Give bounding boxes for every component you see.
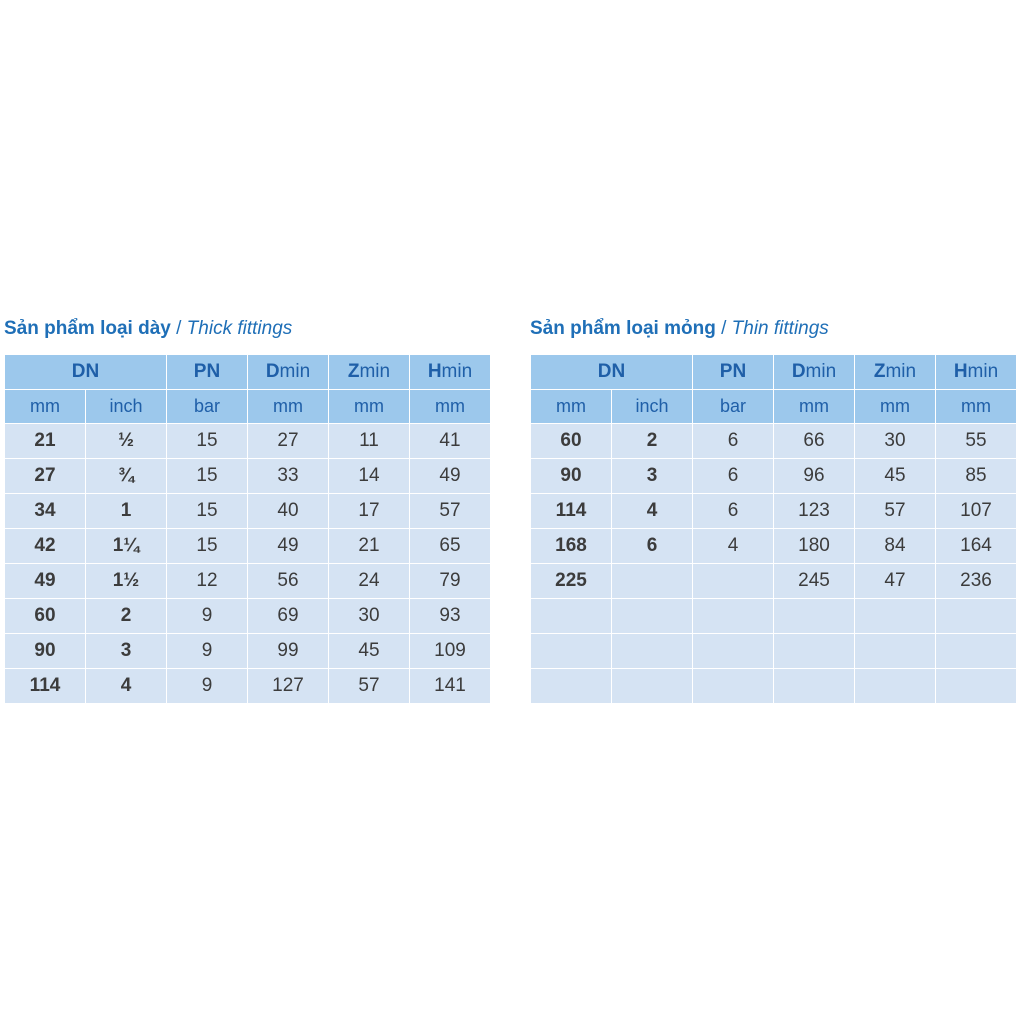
dmin-cell: 49 bbox=[248, 529, 329, 564]
pn-cell: 6 bbox=[693, 459, 774, 494]
inch-cell bbox=[612, 599, 693, 634]
zmin-cell: 30 bbox=[855, 424, 936, 459]
dmin-cell: 99 bbox=[248, 634, 329, 669]
thin-title-vietnamese: Sản phẩm loại mỏng bbox=[530, 318, 716, 339]
zmin-cell: 45 bbox=[329, 634, 410, 669]
zmin-cell: 17 bbox=[329, 494, 410, 529]
zmin-cell: 57 bbox=[329, 669, 410, 704]
dmin-header: Dmin bbox=[248, 355, 329, 390]
inch-cell: 1½ bbox=[86, 564, 167, 599]
hmin-cell: 109 bbox=[410, 634, 491, 669]
zmin-cell: 47 bbox=[855, 564, 936, 599]
hmin-cell: 79 bbox=[410, 564, 491, 599]
mm-cell: 225 bbox=[531, 564, 612, 599]
inch-cell: 3 bbox=[612, 459, 693, 494]
dmin-cell: 245 bbox=[774, 564, 855, 599]
hmin-cell: 49 bbox=[410, 459, 491, 494]
inch-cell: 4 bbox=[86, 669, 167, 704]
inch-cell: 2 bbox=[612, 424, 693, 459]
table-row bbox=[531, 669, 1017, 704]
table-row bbox=[531, 459, 1017, 494]
thick-title-english: Thick fittings bbox=[186, 318, 293, 339]
zmin-cell: 21 bbox=[329, 529, 410, 564]
mm-cell: 60 bbox=[5, 599, 86, 634]
unit-row bbox=[5, 390, 491, 424]
table-row bbox=[531, 424, 1017, 459]
inch-cell: 4 bbox=[612, 494, 693, 529]
zmin-header: Zmin bbox=[855, 355, 936, 390]
dmin-cell bbox=[774, 599, 855, 634]
unit-cell: mm bbox=[5, 390, 86, 424]
dn-header: DN bbox=[5, 355, 167, 390]
pn-cell bbox=[693, 564, 774, 599]
hmin-cell: 236 bbox=[936, 564, 1017, 599]
dmin-cell: 56 bbox=[248, 564, 329, 599]
dmin-cell bbox=[774, 669, 855, 704]
pn-cell: 15 bbox=[167, 529, 248, 564]
inch-cell: 6 bbox=[612, 529, 693, 564]
mm-cell bbox=[531, 669, 612, 704]
unit-cell: mm bbox=[936, 390, 1017, 424]
dmin-cell: 123 bbox=[774, 494, 855, 529]
pn-cell: 15 bbox=[167, 459, 248, 494]
unit-cell: mm bbox=[531, 390, 612, 424]
thick-fittings-title bbox=[4, 314, 491, 344]
zmin-cell bbox=[855, 669, 936, 704]
table-row bbox=[531, 634, 1017, 669]
inch-cell: ¾ bbox=[86, 459, 167, 494]
hmin-header: Hmin bbox=[410, 355, 491, 390]
unit-cell: inch bbox=[86, 390, 167, 424]
mm-cell: 114 bbox=[5, 669, 86, 704]
zmin-header: Zmin bbox=[329, 355, 410, 390]
thin-title-english: Thin fittings bbox=[731, 318, 829, 339]
hmin-header: Hmin bbox=[936, 355, 1017, 390]
thick-fittings-section bbox=[4, 314, 491, 704]
dmin-cell bbox=[774, 634, 855, 669]
mm-cell: 168 bbox=[531, 529, 612, 564]
dmin-cell: 180 bbox=[774, 529, 855, 564]
dn-header: DN bbox=[531, 355, 693, 390]
pn-cell: 9 bbox=[167, 599, 248, 634]
pn-cell: 9 bbox=[167, 634, 248, 669]
pn-header: PN bbox=[167, 355, 248, 390]
dmin-header: Dmin bbox=[774, 355, 855, 390]
zmin-cell: 11 bbox=[329, 424, 410, 459]
inch-cell: 1¼ bbox=[86, 529, 167, 564]
hmin-cell: 85 bbox=[936, 459, 1017, 494]
zmin-cell bbox=[855, 634, 936, 669]
mm-cell: 42 bbox=[5, 529, 86, 564]
mm-cell: 34 bbox=[5, 494, 86, 529]
pn-cell bbox=[693, 599, 774, 634]
pn-cell: 6 bbox=[693, 424, 774, 459]
unit-row bbox=[531, 390, 1017, 424]
thin-fittings-title bbox=[530, 314, 1017, 344]
pn-cell: 6 bbox=[693, 494, 774, 529]
dmin-cell: 66 bbox=[774, 424, 855, 459]
table-row bbox=[531, 494, 1017, 529]
unit-cell: mm bbox=[329, 390, 410, 424]
unit-cell: mm bbox=[410, 390, 491, 424]
mm-cell bbox=[531, 599, 612, 634]
mm-cell: 114 bbox=[531, 494, 612, 529]
zmin-cell: 14 bbox=[329, 459, 410, 494]
table-row bbox=[5, 529, 491, 564]
table-row bbox=[5, 564, 491, 599]
pn-cell: 4 bbox=[693, 529, 774, 564]
zmin-cell: 24 bbox=[329, 564, 410, 599]
hmin-cell: 107 bbox=[936, 494, 1017, 529]
hmin-cell: 164 bbox=[936, 529, 1017, 564]
pn-cell bbox=[693, 634, 774, 669]
dmin-cell: 127 bbox=[248, 669, 329, 704]
thin-fittings-section bbox=[530, 314, 1017, 704]
table-row bbox=[5, 494, 491, 529]
mm-cell: 27 bbox=[5, 459, 86, 494]
dmin-cell: 27 bbox=[248, 424, 329, 459]
hmin-cell: 65 bbox=[410, 529, 491, 564]
table-row bbox=[531, 564, 1017, 599]
inch-cell bbox=[612, 634, 693, 669]
hmin-cell: 57 bbox=[410, 494, 491, 529]
zmin-cell: 30 bbox=[329, 599, 410, 634]
table-row bbox=[5, 599, 491, 634]
inch-cell: ½ bbox=[86, 424, 167, 459]
mm-cell bbox=[531, 634, 612, 669]
dmin-cell: 69 bbox=[248, 599, 329, 634]
table-row bbox=[531, 599, 1017, 634]
hmin-cell bbox=[936, 634, 1017, 669]
unit-cell: mm bbox=[774, 390, 855, 424]
mm-cell: 49 bbox=[5, 564, 86, 599]
pn-cell: 15 bbox=[167, 424, 248, 459]
inch-cell: 1 bbox=[86, 494, 167, 529]
table-row bbox=[5, 669, 491, 704]
hmin-cell: 55 bbox=[936, 424, 1017, 459]
table-row bbox=[531, 529, 1017, 564]
zmin-cell: 57 bbox=[855, 494, 936, 529]
pn-cell bbox=[693, 669, 774, 704]
thick-title-separator: / bbox=[170, 318, 187, 339]
hmin-cell bbox=[936, 599, 1017, 634]
table-row bbox=[5, 459, 491, 494]
inch-cell bbox=[612, 669, 693, 704]
hmin-cell bbox=[936, 669, 1017, 704]
mm-cell: 60 bbox=[531, 424, 612, 459]
unit-cell: bar bbox=[693, 390, 774, 424]
dmin-cell: 33 bbox=[248, 459, 329, 494]
header-row bbox=[531, 355, 1017, 390]
thin-title-separator: / bbox=[715, 318, 732, 339]
unit-cell: bar bbox=[167, 390, 248, 424]
mm-cell: 90 bbox=[5, 634, 86, 669]
thick-title-vietnamese: Sản phẩm loại dày bbox=[4, 318, 171, 339]
inch-cell bbox=[612, 564, 693, 599]
table-row bbox=[5, 634, 491, 669]
pn-cell: 12 bbox=[167, 564, 248, 599]
pn-cell: 9 bbox=[167, 669, 248, 704]
hmin-cell: 41 bbox=[410, 424, 491, 459]
hmin-cell: 141 bbox=[410, 669, 491, 704]
thick-fittings-table bbox=[4, 354, 491, 704]
inch-cell: 2 bbox=[86, 599, 167, 634]
unit-cell: inch bbox=[612, 390, 693, 424]
zmin-cell: 45 bbox=[855, 459, 936, 494]
dmin-cell: 96 bbox=[774, 459, 855, 494]
pn-cell: 15 bbox=[167, 494, 248, 529]
pn-header: PN bbox=[693, 355, 774, 390]
hmin-cell: 93 bbox=[410, 599, 491, 634]
zmin-cell: 84 bbox=[855, 529, 936, 564]
thin-fittings-table bbox=[530, 354, 1017, 704]
inch-cell: 3 bbox=[86, 634, 167, 669]
mm-cell: 90 bbox=[531, 459, 612, 494]
table-row bbox=[5, 424, 491, 459]
header-row bbox=[5, 355, 491, 390]
dmin-cell: 40 bbox=[248, 494, 329, 529]
mm-cell: 21 bbox=[5, 424, 86, 459]
unit-cell: mm bbox=[248, 390, 329, 424]
unit-cell: mm bbox=[855, 390, 936, 424]
zmin-cell bbox=[855, 599, 936, 634]
